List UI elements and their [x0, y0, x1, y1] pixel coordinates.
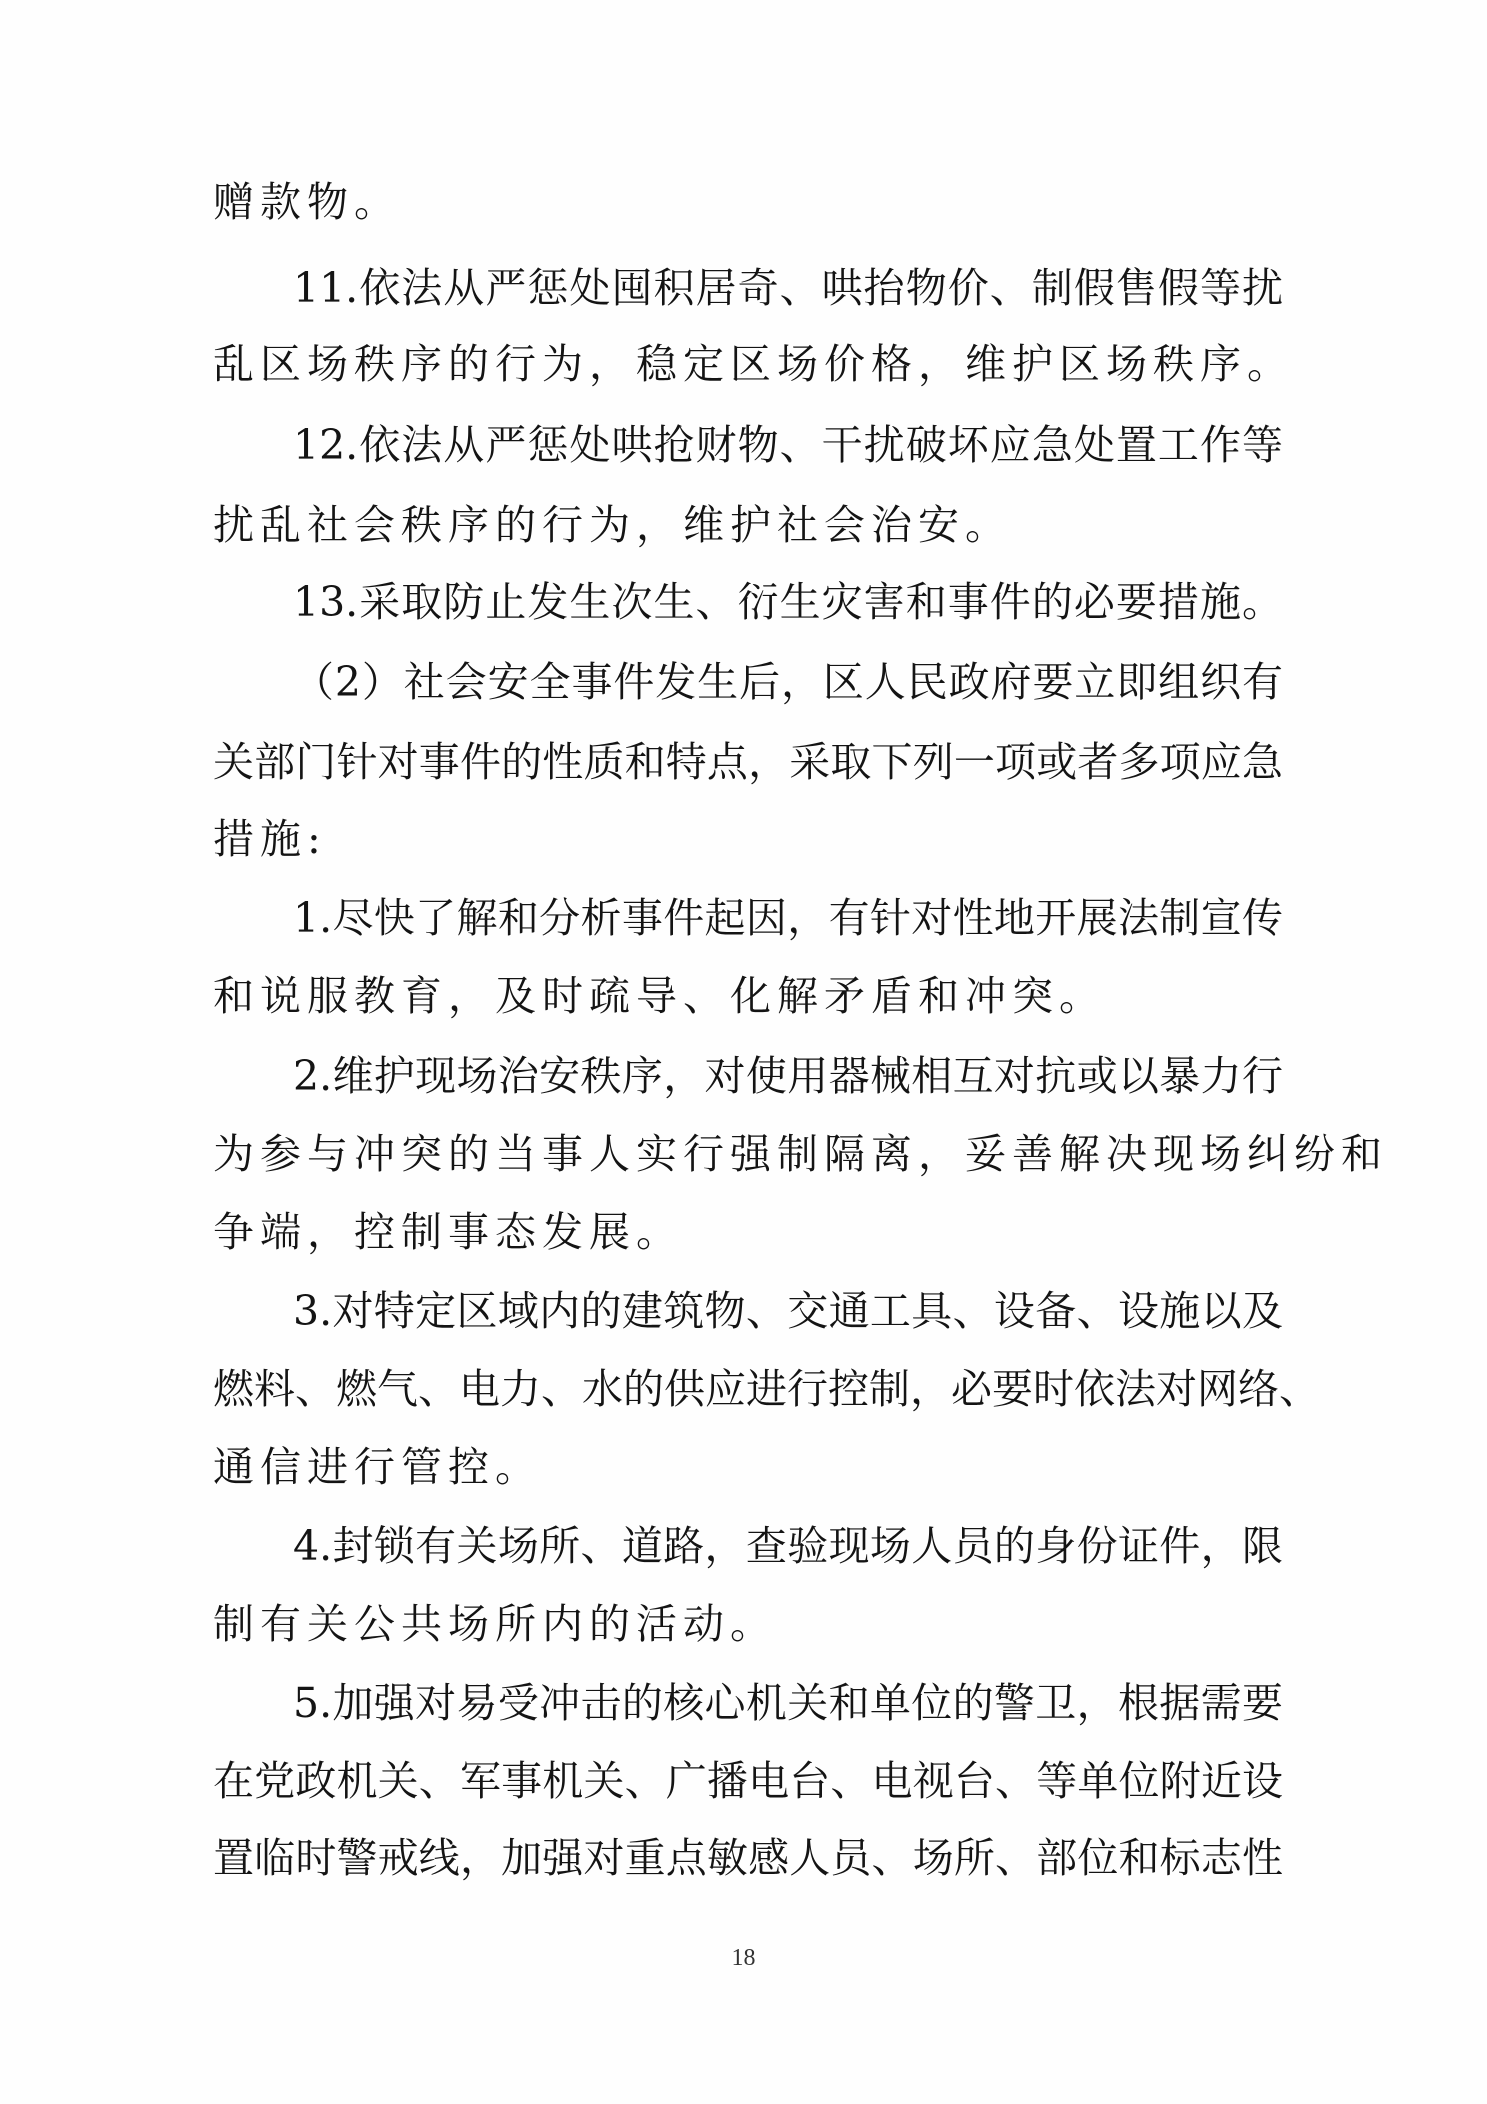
text-line: 赠款物。: [213, 178, 401, 226]
text-line: 置临时警戒线，加强对重点敏感人员、场所、部位和标志性: [213, 1834, 1283, 1882]
text-line: 3.对特定区域内的建筑物、交通工具、设备、设施以及: [293, 1287, 1283, 1335]
text-line: 通信进行管控。: [213, 1443, 542, 1491]
text-line: 和说服教育，及时疏导、化解矛盾和冲突。: [213, 972, 1106, 1020]
text-line: 13.采取防止发生次生、衍生灾害和事件的必要措施。: [293, 578, 1283, 626]
text-line: 12.依法从严惩处哄抢财物、干扰破坏应急处置工作等: [293, 421, 1283, 469]
text-line: 在党政机关、军事机关、广播电台、电视台、等单位附近设: [213, 1757, 1283, 1805]
text-line: 为参与冲突的当事人实行强制隔离，妥善解决现场纠纷和: [213, 1130, 1388, 1178]
text-line: （2）社会安全事件发生后，区人民政府要立即组织有: [293, 658, 1283, 706]
text-line: 制有关公共场所内的活动。: [213, 1600, 777, 1648]
text-line: 扰乱社会秩序的行为，维护社会治安。: [213, 501, 1012, 549]
text-line: 1.尽快了解和分析事件起因，有针对性地开展法制宣传: [293, 894, 1283, 942]
text-line: 2.维护现场治安秩序，对使用器械相互对抗或以暴力行: [293, 1052, 1283, 1100]
text-line: 燃料、燃气、电力、水的供应进行控制，必要时依法对网络、: [213, 1365, 1320, 1413]
text-line: 4.封锁有关场所、道路，查验现场人员的身份证件，限: [293, 1522, 1283, 1570]
text-line: 措施:: [213, 815, 327, 863]
text-line: 乱区场秩序的行为，稳定区场价格，维护区场秩序。: [213, 340, 1294, 388]
text-line: 11.依法从严惩处囤积居奇、哄抬物价、制假售假等扰: [293, 264, 1283, 312]
text-line: 争端，控制事态发展。: [213, 1208, 683, 1256]
text-line: 关部门针对事件的性质和特点，采取下列一项或者多项应急: [213, 738, 1283, 786]
text-line: 5.加强对易受冲击的核心机关和单位的警卫，根据需要: [293, 1679, 1283, 1727]
page-number: 18: [731, 1945, 756, 1971]
